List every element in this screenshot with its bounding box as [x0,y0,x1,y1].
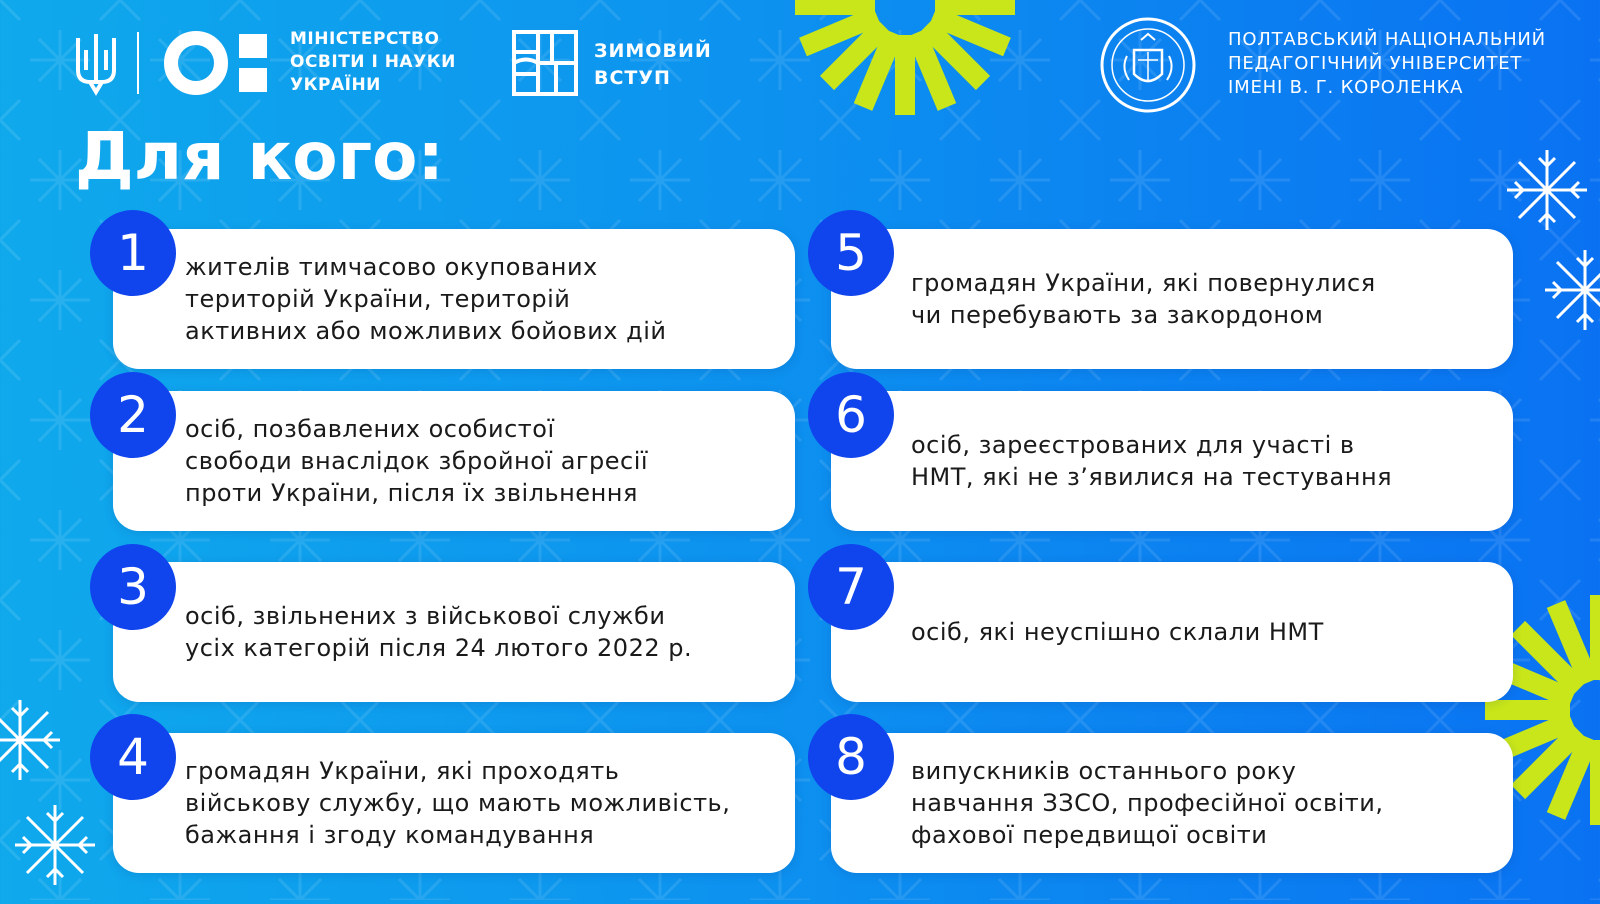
winter-admission-name [594,38,712,92]
item-number-badge: 2 [90,372,176,458]
page-title: Для кого: [75,118,444,195]
university-seal-icon [1099,16,1197,114]
item-text [911,229,1489,369]
snowflake-decoration [0,690,110,900]
winter-admission-logo-icon [512,30,578,96]
item-line: осіб, які неуспішно склали НМТ [911,618,1324,646]
item-number-badge: 6 [808,372,894,458]
mon-logo-icon [163,30,271,96]
university-line-2: ПЕДАГОГІЧНИЙ УНІВЕРСИТЕТ [1228,53,1523,74]
header [0,0,1600,120]
list-item [831,733,1513,873]
item-line: осіб, позбавлених особистої [185,415,555,443]
list-item [113,733,795,873]
item-text [911,562,1489,702]
list-item [831,391,1513,531]
university-line-1: ПОЛТАВСЬКИЙ НАЦІОНАЛЬНИЙ [1228,29,1546,50]
item-line: випускників останнього року [911,757,1297,785]
item-line: фахової передвищої освіти [911,821,1268,849]
item-line: чи перебувають за закордоном [911,301,1324,329]
item-text [911,391,1489,531]
ministry-line-2: ОСВІТИ І НАУКИ [290,52,456,72]
winter-line-2: ВСТУП [594,67,671,89]
list-item [113,562,795,702]
list-item [113,229,795,369]
item-text [185,229,771,369]
item-line: територій України, територій [185,285,571,313]
item-number-badge: 4 [90,714,176,800]
item-text [911,733,1489,873]
item-number-badge: 8 [808,714,894,800]
item-line: жителів тимчасово окупованих [185,253,598,281]
item-line: бажання і згоду командування [185,821,595,849]
ministry-name [290,28,456,97]
university-name [1228,28,1546,100]
item-line: осіб, звільнених з військової служби [185,602,666,630]
list-item [113,391,795,531]
item-line: громадян України, які повернулися [911,269,1376,297]
trident-icon [74,30,118,96]
item-number-badge: 1 [90,210,176,296]
item-line: активних або можливих бойових дій [185,317,667,345]
header-divider [137,32,139,94]
item-text [185,562,771,702]
item-line: осіб, зареєстрованих для участі в [911,431,1355,459]
item-line: усіх категорій після 24 лютого 2022 р. [185,634,693,662]
winter-line-1: ЗИМОВИЙ [594,40,712,62]
item-number-badge: 3 [90,544,176,630]
list-item [831,562,1513,702]
item-line: НМТ, які не з’явилися на тестування [911,463,1393,491]
university-line-3: ІМЕНІ В. Г. КОРОЛЕНКА [1228,77,1464,98]
item-text [185,733,771,873]
item-line: навчання ЗЗСО, професійної освіти, [911,789,1384,817]
ministry-line-1: МІНІСТЕРСТВО [290,29,440,49]
item-text [185,391,771,531]
item-line: військову службу, що мають можливість, [185,789,731,817]
item-number-badge: 5 [808,210,894,296]
ministry-line-3: УКРАЇНИ [290,75,381,95]
list-item [831,229,1513,369]
item-line: проти України, після їх звільнення [185,479,638,507]
item-number-badge: 7 [808,544,894,630]
item-line: громадян України, які проходять [185,757,620,785]
item-line: свободи внаслідок збройної агресії [185,447,649,475]
